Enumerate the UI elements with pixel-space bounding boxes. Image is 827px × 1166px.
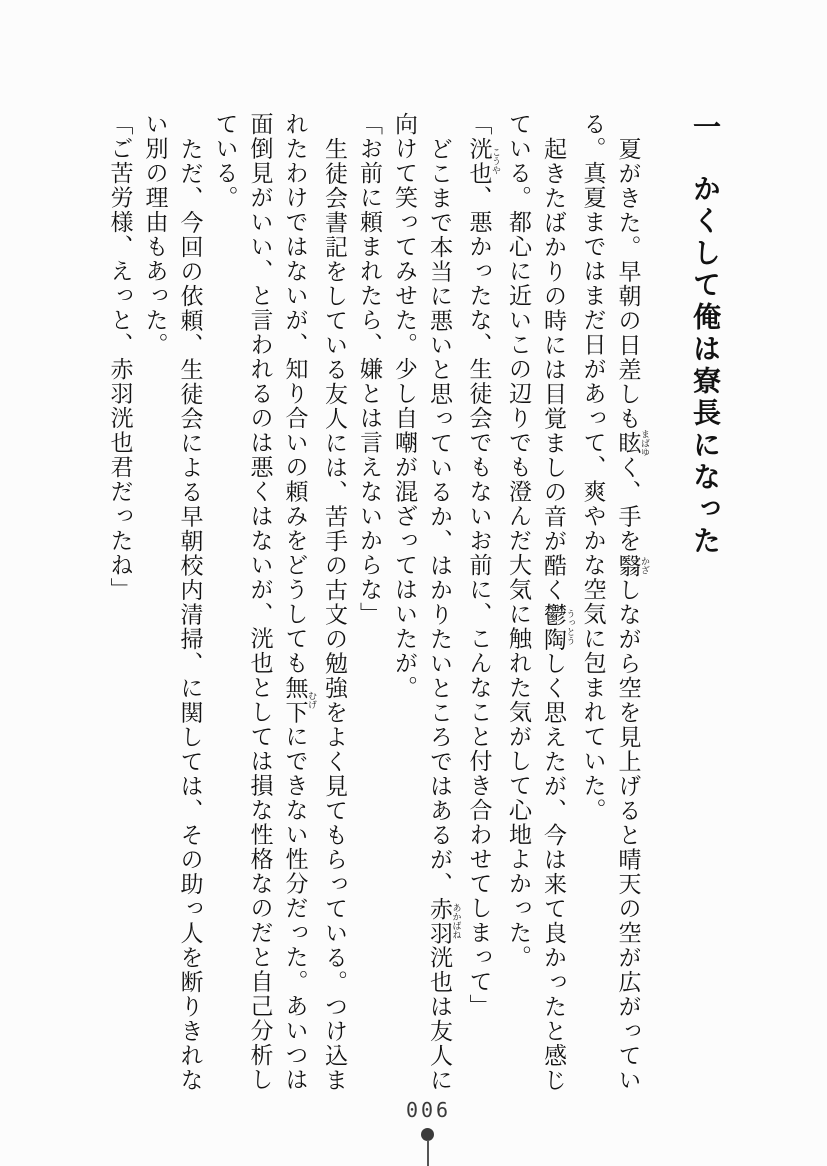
text-line: 起きたばかりの時には目覚ましの音が酷く鬱陶 うっとうしく思えたが、今は来て良かったと感じ — [541, 137, 576, 1093]
text-line: 「お前に頼まれたら、嫌とは言えないからな」 — [357, 112, 382, 627]
chapter-number: 一 — [689, 112, 720, 144]
furigana-annotated-word: 洸也 こうや — [466, 136, 501, 186]
chapter-title-text: かくして俺は寮長になった — [689, 174, 720, 558]
furigana-annotated-word: 無下 むげ — [282, 675, 317, 725]
furigana-annotated-word: 眩 まばゆ — [615, 429, 650, 457]
text-line: 夏がきた。早朝の日差しも眩 まばゆく、手を翳 かざしながら空を見上げると晴天の空が広がってい — [615, 137, 650, 1093]
text-line: る。真夏まではまだ日があって、爽やかな空気に包まれていた。 — [580, 112, 606, 823]
pin-line — [427, 1140, 429, 1166]
text-line: どこまで本当に悪いと思っているか、はかりたいところではあるが、赤羽 あかばね洸也は友人に — [427, 137, 462, 1093]
text-line: 生徒会書記をしている友人には、苦手の古文の勉強をよく見てもらっている。つけ込ま — [322, 137, 347, 1093]
text-line: ている。 — [212, 112, 238, 210]
text-line: れたわけではないが、知り合いの頼みをどうしても無下 むげにできない性分だった。あいつは — [282, 112, 317, 1092]
text-line: 「ご苦労様、えっと、赤羽洸也君だったね」 — [107, 112, 133, 602]
furigana-annotated-word: 翳 かざ — [615, 553, 650, 578]
text-line: い別の理由もあった。 — [142, 112, 168, 357]
text-area — [103, 112, 725, 1097]
text-line: 面倒見がいい、と言われるのは悪くはないが、洸也としては損な性格なのだと自己分析し — [247, 112, 273, 1092]
chapter-title — [684, 112, 724, 1097]
text-line: ている。都心に近いこの辺りでも澄んだ大気に触れた気がして心地よかった。 — [506, 112, 531, 970]
text-line: 「洸也 こうや、悪かったな、生徒会でもないお前に、こんなこと付き合わせてしまって」 — [466, 112, 501, 1019]
text-line: 向けて笑ってみせた。少し自嘲が混ざってはいたが。 — [392, 112, 417, 700]
body-text — [103, 112, 651, 1097]
text-line: ただ、今回の依頼、生徒会による早朝校内清掃、に関しては、その助っ人を断りきれな — [177, 137, 203, 1093]
furigana-annotated-word: 赤羽 あかばね — [427, 896, 462, 946]
page-footer — [0, 1096, 827, 1166]
page-number: 006 — [405, 1098, 452, 1122]
binding-pin-icon — [421, 1128, 435, 1166]
furigana-annotated-word: 鬱陶 うっとう — [541, 602, 576, 652]
